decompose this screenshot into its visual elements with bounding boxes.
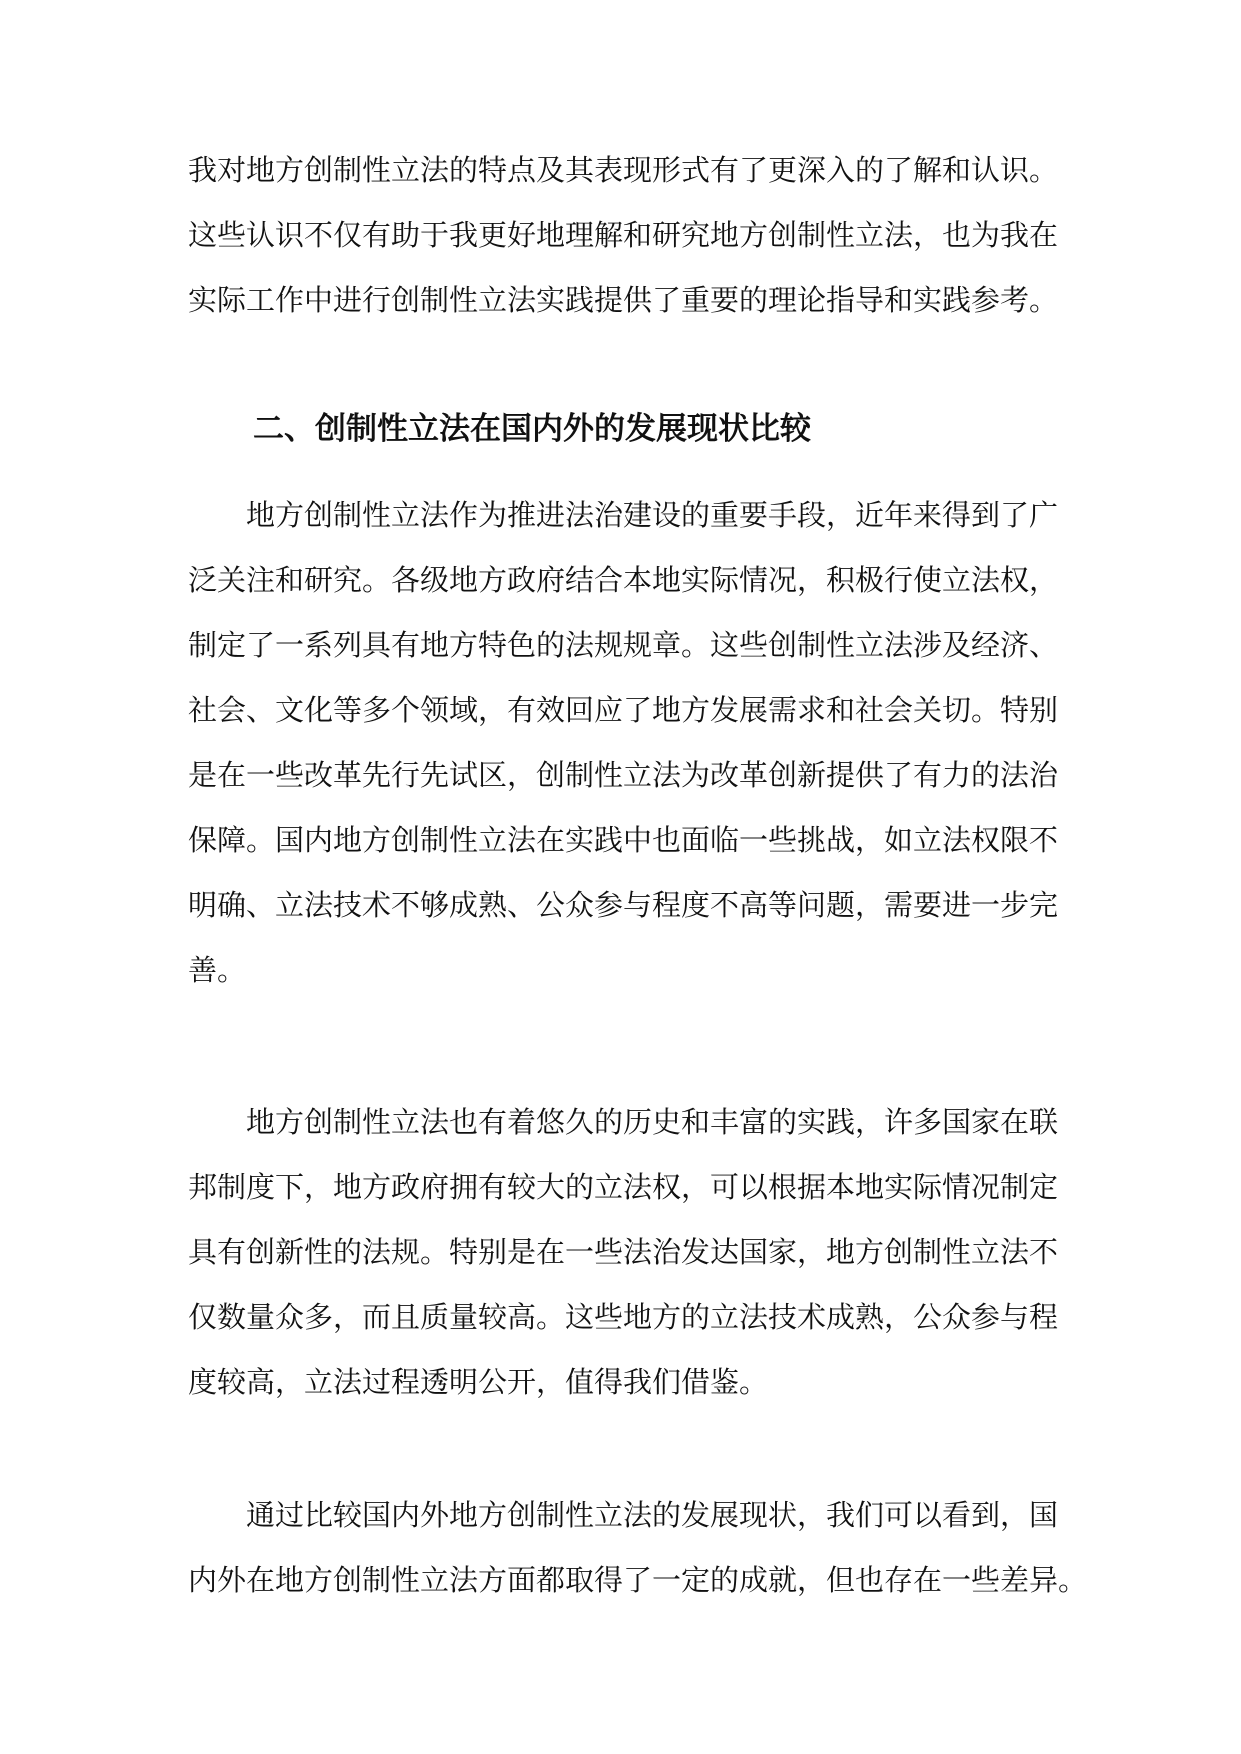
- paragraph-intro-end: [188, 150, 1059, 320]
- text-line: 制定了一系列具有地方特色的法规规章。这些创制性立法涉及经济、: [188, 628, 1059, 662]
- text-line: 是在一些改革先行先试区，创制性立法为改革创新提供了有力的法治: [188, 758, 1059, 792]
- text-line: 具有创新性的法规。特别是在一些法治发达国家，地方创制性立法不: [188, 1235, 1059, 1269]
- text-line: 这些认识不仅有助于我更好地理解和研究地方创制性立法，也为我在: [188, 218, 1059, 252]
- text-line: 泛关注和研究。各级地方政府结合本地实际情况，积极行使立法权，: [188, 563, 1059, 597]
- text-line: 明确、立法技术不够成熟、公众参与程度不高等问题，需要进一步完: [188, 888, 1059, 922]
- text-line: 善。: [188, 953, 247, 987]
- paragraph-domestic: [188, 495, 1059, 1025]
- section-heading: 二、创制性立法在国内外的发展现状比较: [253, 411, 811, 447]
- text-line: 地方创制性立法作为推进法治建设的重要手段，近年来得到了广: [246, 498, 1059, 532]
- text-line: 度较高，立法过程透明公开，值得我们借鉴。: [188, 1365, 769, 1399]
- text-line: 邦制度下，地方政府拥有较大的立法权，可以根据本地实际情况制定: [188, 1170, 1059, 1204]
- text-line: 我对地方创制性立法的特点及其表现形式有了更深入的了解和认识。: [188, 153, 1059, 187]
- text-line: 仅数量众多，而且质量较高。这些地方的立法技术成熟，公众参与程: [188, 1300, 1059, 1334]
- text-line: 社会、文化等多个领域，有效回应了地方发展需求和社会关切。特别: [188, 693, 1059, 727]
- text-line: 内外在地方创制性立法方面都取得了一定的成就，但也存在一些差异。: [188, 1563, 1088, 1597]
- text-line: 通过比较国内外地方创制性立法的发展现状，我们可以看到，国: [246, 1498, 1059, 1532]
- text-line: 保障。国内地方创制性立法在实践中也面临一些挑战，如立法权限不: [188, 823, 1059, 857]
- text-line: 实际工作中进行创制性立法实践提供了重要的理论指导和实践参考。: [188, 283, 1059, 317]
- paragraph-foreign: [188, 1102, 1059, 1432]
- paragraph-comparison: [188, 1495, 1088, 1605]
- text-line: 地方创制性立法也有着悠久的历史和丰富的实践，许多国家在联: [246, 1105, 1059, 1139]
